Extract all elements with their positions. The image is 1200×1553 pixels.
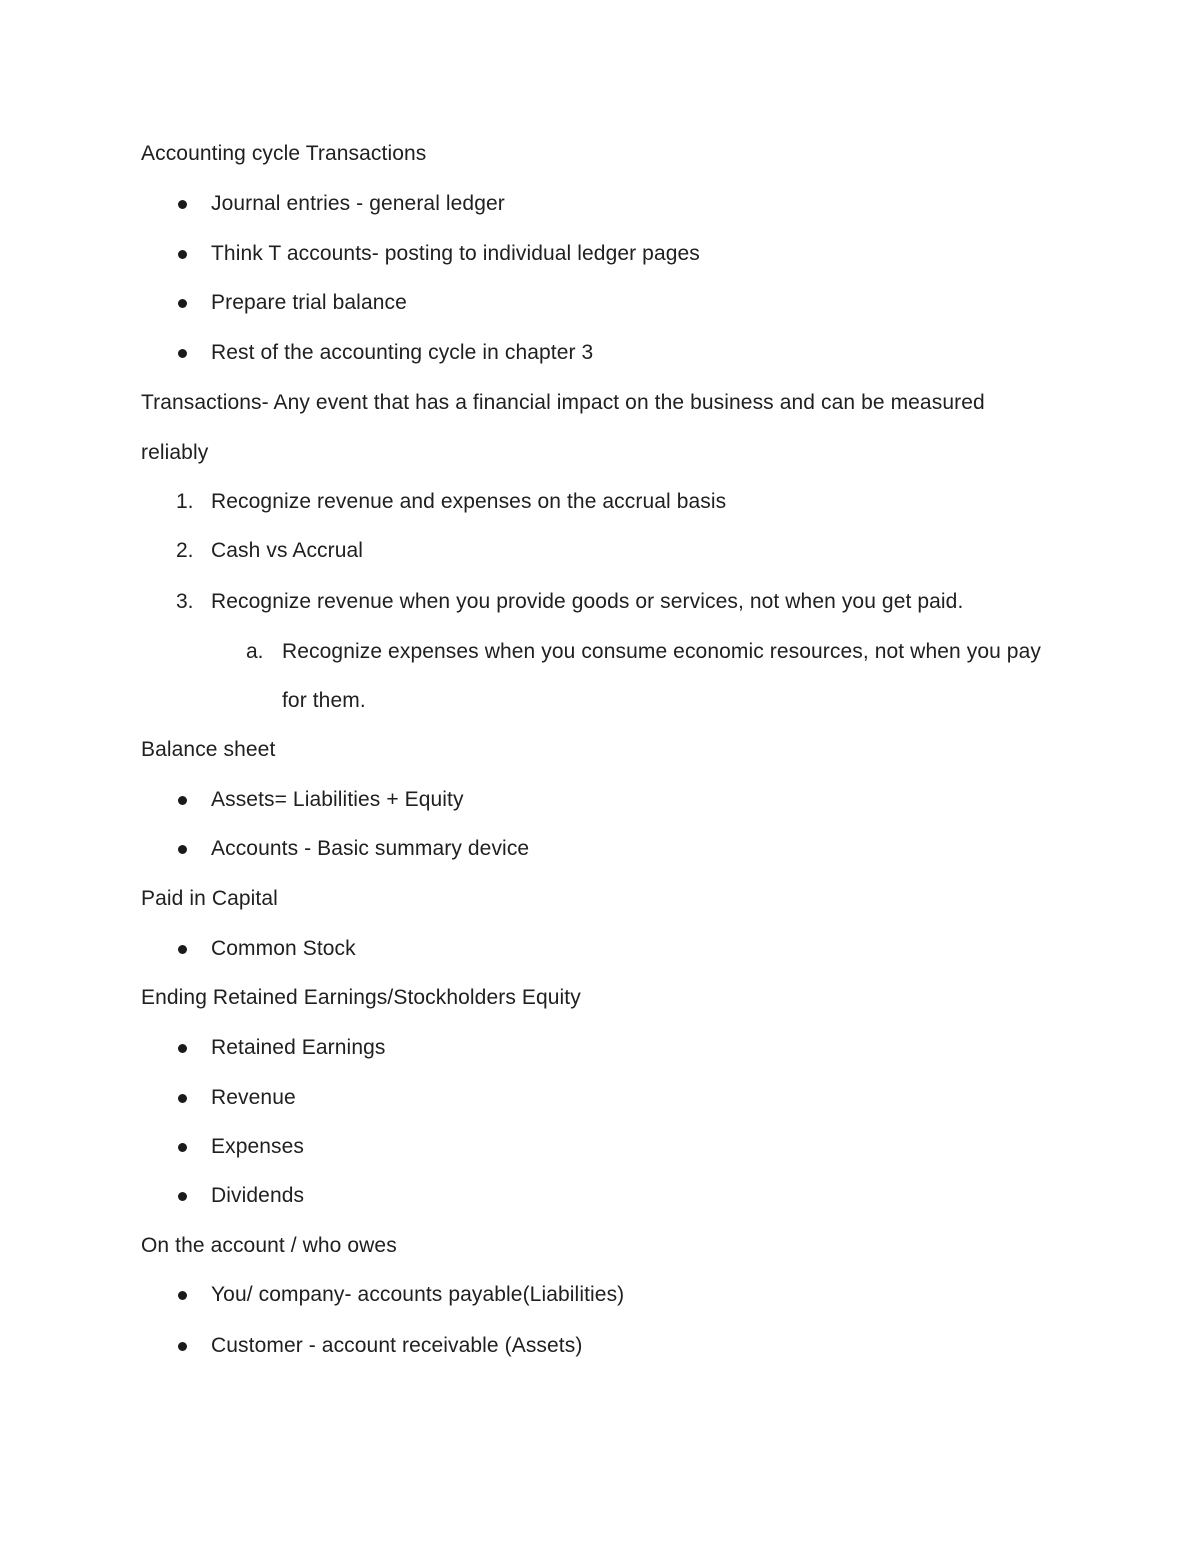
bullet-icon	[178, 250, 187, 259]
list-item: Retained Earnings	[211, 1036, 386, 1059]
bullet-icon	[178, 1143, 187, 1152]
heading-balance-sheet: Balance sheet	[141, 738, 276, 761]
list-item: Rest of the accounting cycle in chapter 3	[211, 341, 594, 364]
list-letter: a.	[246, 640, 264, 663]
bullet-icon	[178, 1044, 187, 1053]
bullet-icon	[178, 796, 187, 805]
bullet-icon	[178, 845, 187, 854]
bullet-icon	[178, 299, 187, 308]
heading-on-the-account: On the account / who owes	[141, 1234, 397, 1257]
list-item: Dividends	[211, 1184, 305, 1207]
heading-paid-in-capital: Paid in Capital	[141, 887, 278, 910]
list-number: 2.	[176, 539, 194, 562]
list-number: 1.	[176, 490, 194, 513]
heading-retained-earnings: Ending Retained Earnings/Stockholders Equity	[141, 986, 581, 1009]
list-item: Think T accounts- posting to individual ledger pages	[211, 242, 700, 265]
list-item: Journal entries - general ledger	[211, 192, 505, 215]
list-item: Prepare trial balance	[211, 291, 407, 314]
list-item: Expenses	[211, 1135, 305, 1158]
heading-transactions-continued: reliably	[141, 441, 209, 464]
list-item: Customer - account receivable (Assets)	[211, 1334, 583, 1357]
sub-item-continued: for them.	[282, 689, 366, 712]
list-item: Revenue	[211, 1086, 296, 1109]
bullet-icon	[178, 1291, 187, 1300]
sub-item: Recognize expenses when you consume economic resources, not when you pay	[282, 640, 1041, 663]
list-item: Assets= Liabilities + Equity	[211, 788, 464, 811]
heading-transactions: Transactions- Any event that has a financial impact on the business and can be measured	[141, 391, 985, 414]
heading-accounting-cycle: Accounting cycle Transactions	[141, 142, 427, 165]
list-item: You/ company- accounts payable(Liabilities)	[211, 1283, 625, 1306]
bullet-icon	[178, 945, 187, 954]
list-item: Accounts - Basic summary device	[211, 837, 530, 860]
list-item: Common Stock	[211, 937, 356, 960]
numbered-item: Cash vs Accrual	[211, 539, 364, 562]
bullet-icon	[178, 1094, 187, 1103]
bullet-icon	[178, 349, 187, 358]
bullet-icon	[178, 1342, 187, 1351]
bullet-icon	[178, 1192, 187, 1201]
numbered-item: Recognize revenue when you provide goods or services, not when you get paid.	[211, 590, 964, 613]
list-number: 3.	[176, 590, 194, 613]
numbered-item: Recognize revenue and expenses on the accrual basis	[211, 490, 727, 513]
bullet-icon	[178, 200, 187, 209]
